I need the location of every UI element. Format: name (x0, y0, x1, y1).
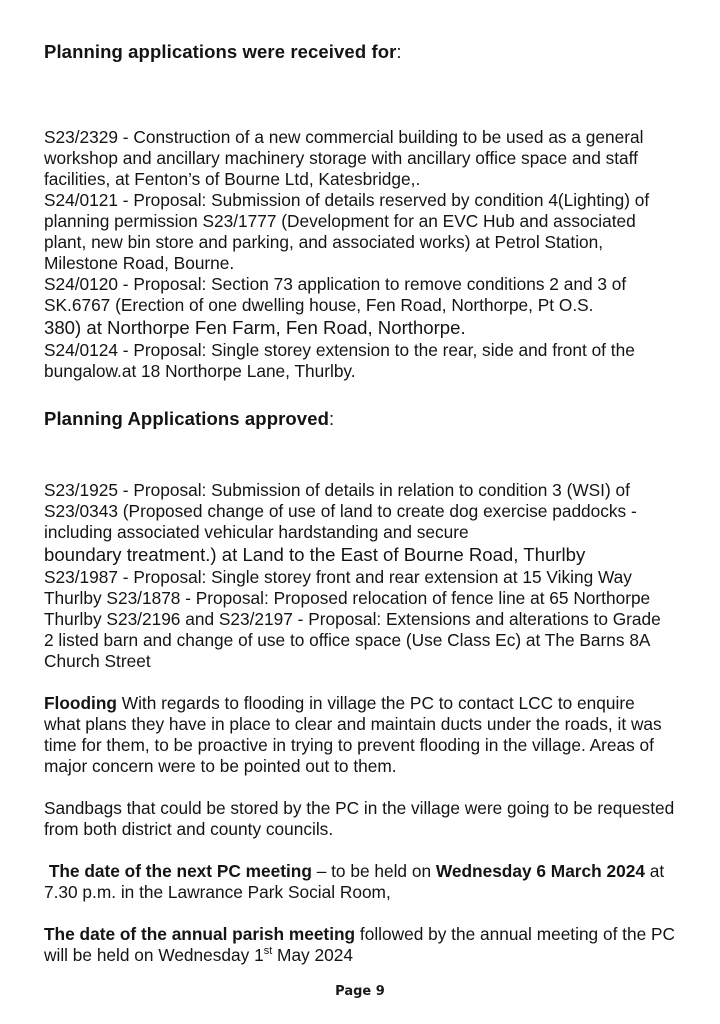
flooding-paragraph (44, 693, 675, 777)
planning-entry-s24-0120: S24/0120 - Proposal: Section 73 application to remove conditions 2 and 3 of SK.6767 (Erection of one dwelling house, Fen Road, Northorpe, Pt O.S. (44, 274, 627, 315)
planning-entry-s24-0124: S24/0124 - Proposal: Single storey extension to the rear, side and front of the bungalow.at 18 Northorpe Lane, Thurlby. (44, 340, 635, 381)
flooding-body: With regards to flooding in village the PC to contact LCC to enquire what plans they have in place to clear and maintain ducts under the roads, it was time for them, to be proactive in trying to prevent flooding in the village. Areas of major concern were to be pointed out to them. (44, 693, 667, 776)
page-number: Page 9 (335, 984, 385, 999)
annual-meeting-tail: May 2024 (272, 945, 353, 965)
sandbags-paragraph: Sandbags that could be stored by the PC in the village were going to be requested from both district and county councils. (44, 798, 680, 839)
approved-entry-s23-1925-continued: boundary treatment.) at Land to the East of Bourne Road, Thurlby (44, 544, 586, 565)
next-meeting-lead: The date of the next PC meeting (44, 861, 312, 881)
annual-meeting-lead: The date of the annual parish meeting (44, 924, 356, 944)
approved-section-heading (44, 408, 675, 430)
planning-entry-s24-0120-continued: 380) at Northorpe Fen Farm, Fen Road, Northorpe. (44, 317, 466, 338)
annual-meeting-mid: followed by the annual meeting of the PC will be held on Wednesday 1 (44, 924, 680, 965)
received-section-heading (44, 41, 675, 63)
received-heading-colon: : (396, 41, 402, 62)
annual-meeting-ordinal: st (263, 945, 273, 958)
flooding-label: Flooding (44, 693, 117, 713)
approved-entry-s23-1925: S23/1925 - Proposal: Submission of details in relation to condition 3 (WSI) of S23/0343 (Proposed change of use of land to create dog exercise paddocks - including associated vehicular hardstanding and secure (44, 480, 637, 542)
next-meeting-tail: at 7.30 p.m. in the Lawrance Park Social Room, (44, 861, 669, 902)
next-meeting-mid: – to be held on (311, 861, 436, 881)
approved-heading-text: Planning Applications approved (44, 408, 329, 429)
next-meeting-date: Wednesday 6 March 2024 (435, 861, 645, 881)
next-meeting-paragraph (44, 861, 675, 903)
planning-entry-s24-0121: S24/0121 - Proposal: Submission of details reserved by condition 4(Lighting) of planning permission S23/1777 (Development for an EVC Hub and associated plant, new bin store and parking, and associated works) at Petrol Station, Milestone Road, Bourne. (44, 190, 650, 273)
annual-meeting-paragraph (44, 924, 680, 966)
received-heading-text: Planning applications were received for (44, 41, 397, 62)
approved-entry-s23-1987-group: S23/1987 - Proposal: Single storey front and rear extension at 15 Viking Way Thurlby S23/1878 - Proposal: Proposed relocation of fence line at 65 Northorpe Thurlby S23/2196 and S23/2197 - Proposal: Extensions and alterations to Grade 2 listed barn and change of use to office space (Use Class Ec) at The Barns 8A Church Street (44, 567, 661, 671)
planning-entry-s23-2329: S23/2329 - Construction of a new commercial building to be used as a general workshop and ancillary machinery storage with ancillary office space and staff facilities, at Fenton’s of Bourne Ltd, Katesbridge,. (44, 127, 644, 189)
approved-heading-colon: : (328, 408, 335, 429)
